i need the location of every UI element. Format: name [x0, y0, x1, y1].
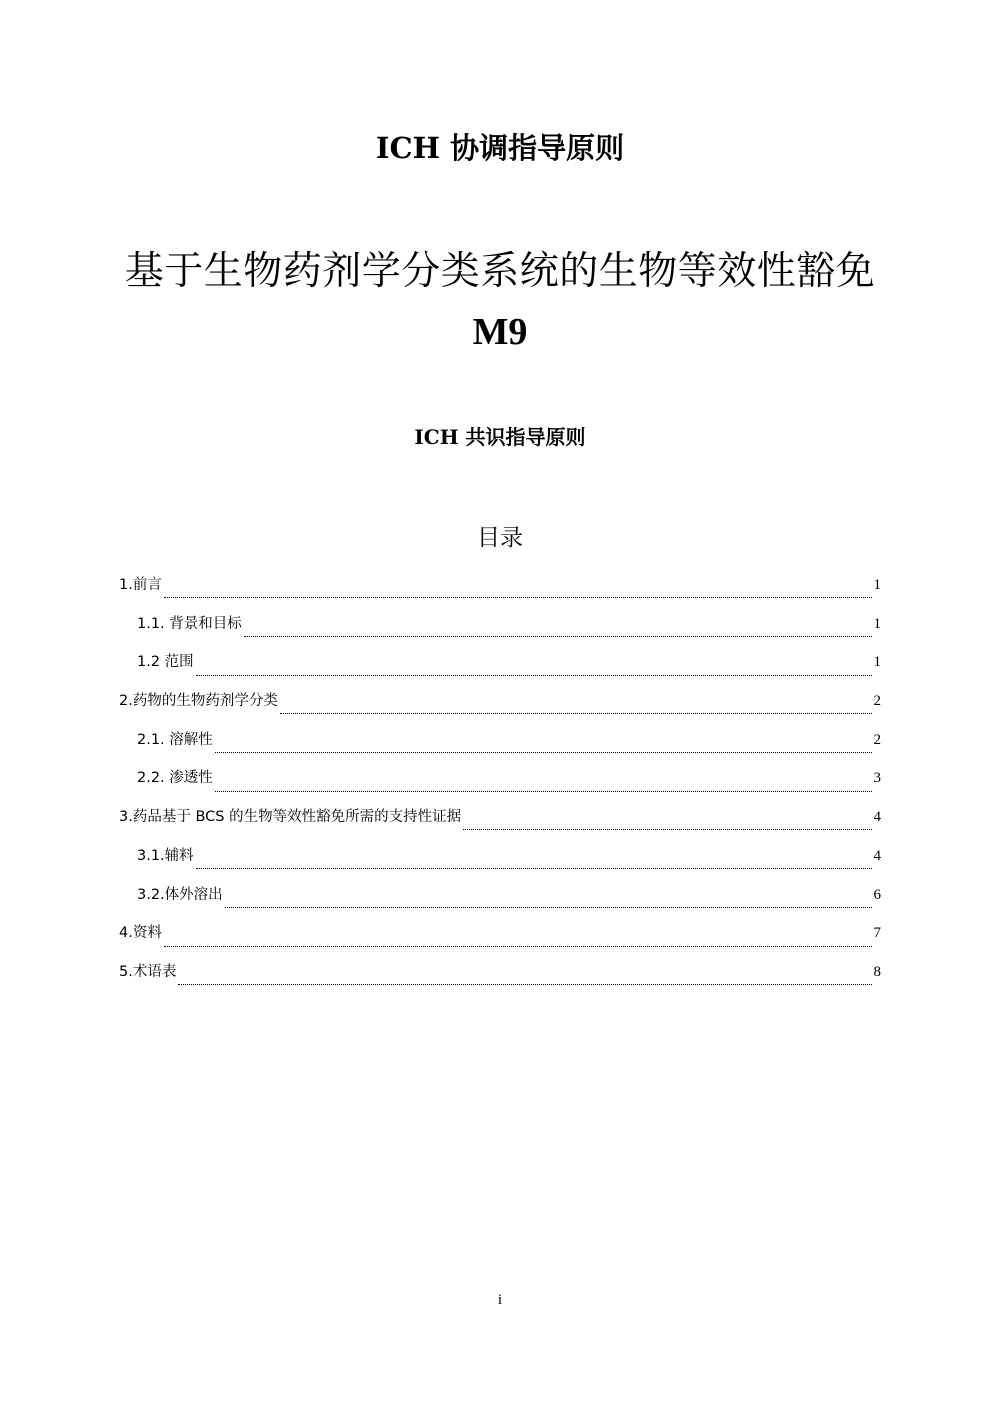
toc-leader-dots: [244, 635, 872, 637]
toc-entry-label: 4.资料: [119, 925, 162, 942]
toc-leader-dots: [178, 983, 871, 985]
document-header-title: ICH 协调指导原则: [375, 131, 625, 165]
toc-leader-dots: [196, 674, 872, 676]
toc-entry[interactable]: [119, 765, 881, 804]
toc-leader-dots: [215, 790, 872, 792]
subtitle: ICH 共识指导原则: [414, 425, 586, 449]
toc-heading: 目录: [477, 525, 523, 551]
toc-entry-page: 1: [873, 654, 881, 671]
toc-entry-label: 3.1.辅料: [137, 847, 194, 864]
toc-entry[interactable]: [119, 882, 881, 921]
toc-entry-page: 4: [873, 809, 881, 826]
toc-entry-page: 3: [873, 770, 881, 787]
toc-entry-label: 1.1. 背景和目标: [137, 615, 242, 632]
table-of-contents: [119, 572, 881, 998]
toc-entry-label: 2.1. 溶解性: [137, 731, 213, 748]
page-number: i: [497, 1292, 503, 1308]
toc-leader-dots: [196, 867, 872, 869]
toc-entry-page: 2: [873, 693, 881, 710]
toc-entry-label: 1.前言: [119, 577, 162, 593]
toc-entry-page: 2: [873, 731, 881, 748]
toc-leader-dots: [280, 712, 872, 714]
toc-entry[interactable]: [119, 688, 881, 727]
toc-entry-label: 1.2 范围: [137, 654, 194, 671]
toc-entry[interactable]: [119, 611, 881, 650]
toc-entry[interactable]: [119, 649, 881, 688]
toc-entry[interactable]: [119, 843, 881, 882]
toc-entry-page: 8: [873, 963, 881, 980]
toc-entry-label: 2.药物的生物药剂学分类: [119, 693, 278, 710]
main-title: 基于生物药剂学分类系统的生物等效性豁免: [124, 249, 876, 294]
toc-entry-label: 3.药品基于 BCS 的生物等效性豁免所需的支持性证据: [119, 809, 462, 826]
toc-leader-dots: [164, 596, 872, 598]
toc-entry-page: 6: [873, 886, 881, 903]
toc-leader-dots: [164, 945, 872, 947]
toc-entry[interactable]: [119, 804, 881, 843]
toc-entry-page: 1: [873, 615, 881, 632]
toc-entry-label: 2.2. 渗透性: [137, 770, 213, 787]
toc-entry-page: 1: [873, 577, 881, 593]
toc-entry-page: 4: [873, 847, 881, 864]
toc-entry[interactable]: [119, 572, 881, 611]
toc-entry[interactable]: [119, 959, 881, 998]
toc-entry-label: 5.术语表: [119, 963, 177, 980]
toc-entry-label: 3.2.体外溶出: [137, 886, 223, 903]
toc-entry[interactable]: [119, 727, 881, 766]
toc-leader-dots: [215, 751, 872, 753]
toc-leader-dots: [225, 906, 872, 908]
toc-entry-page: 7: [873, 925, 881, 942]
toc-leader-dots: [463, 828, 871, 830]
guideline-code: M9: [472, 311, 528, 353]
toc-entry[interactable]: [119, 920, 881, 959]
